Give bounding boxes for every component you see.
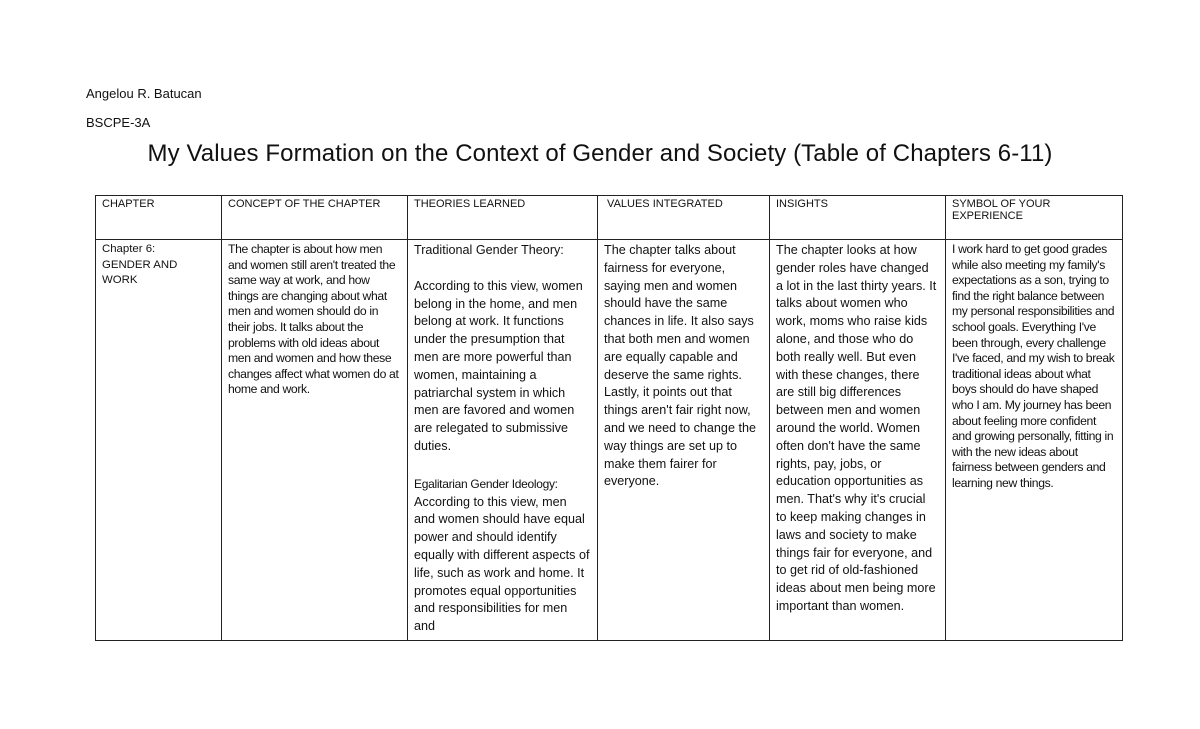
concept-cell [222, 240, 408, 641]
chapter-number: Chapter 6: [102, 243, 156, 255]
symbol-cell [946, 240, 1123, 641]
chapters-table [95, 195, 1123, 641]
table-header-row [96, 196, 1123, 240]
table-row [96, 240, 1123, 641]
values-cell [598, 240, 770, 641]
concept-text: The chapter is about how men and women still aren't treated the same way at work, and how things are changing about what men and women should do in their jobs. It talks about the problems with old ideas about men and women and how these changes affect what women do at home and work. [228, 242, 399, 397]
theory-egalitarian-text: According to this view, men and women should have equal power and should identify equally with different aspects of life, such as work and home. It promotes equal opportunities and responsibilities for men and [414, 494, 590, 634]
insights-cell [770, 240, 946, 641]
theory-traditional-text: According to this view, women belong in the home, and men belong at work. It functions under the presumption that men are more powerful than women, maintaining a patriarchal system in which men are favored and women are relegated to submissive duties. [414, 278, 583, 453]
section-code: BSCPE-3A [86, 115, 151, 130]
author-name: Angelou R. Batucan [86, 86, 202, 101]
theory-traditional-title: Traditional Gender Theory: [414, 243, 564, 257]
values-text: The chapter talks about fairness for everyone, saying men and women should have the same chances in life. It also says that both men and women are equally capable and deserve the same rights. Lastly, it points out that things aren't fair right now, and we need to change the way things are set up to make them fairer for everyone. [604, 243, 756, 489]
chapter-cell [96, 240, 222, 641]
column-header-chapter: CHAPTER [96, 196, 222, 240]
theory-egalitarian-title: Egalitarian Gender Ideology: [414, 476, 558, 491]
column-header-insights: INSIGHTS [770, 196, 946, 240]
column-header-values: VALUES INTEGRATED [598, 196, 770, 240]
document-title: My Values Formation on the Context of Gender and Society (Table of Chapters 6-11) [147, 140, 1053, 167]
insights-text: The chapter looks at how gender roles have changed a lot in the last thirty years. It talks about women who work, moms who raise kids alone, and those who do both really well. But even with these changes, there are still big differences between men and women around the world. Women often don't have the same rights, pay, jobs, or education opportunities as men. That's why it's crucial to keep making changes in laws and society to make things fair for everyone, and to get rid of old-fashioned ideas about men being more important than women. [776, 243, 937, 613]
chapter-name: GENDER AND WORK [102, 258, 178, 287]
column-header-concept: CONCEPT OF THE CHAPTER [222, 196, 408, 240]
column-header-symbol: SYMBOL OF YOUR EXPERIENCE [946, 196, 1123, 240]
symbol-text: I work hard to get good grades while also meeting my family's expectations as a son, trying to find the right balance between my personal responsibilities and school goals. Everything I've been through, every challenge I've faced, and my wish to break traditional ideas about what boys should do have shaped who I am. My journey has been about feeling more confident and growing personally, fitting in with the new ideas about fairness between genders and learning new things. [952, 242, 1115, 490]
theories-cell [408, 240, 598, 641]
column-header-theories: THEORIES LEARNED [408, 196, 598, 240]
